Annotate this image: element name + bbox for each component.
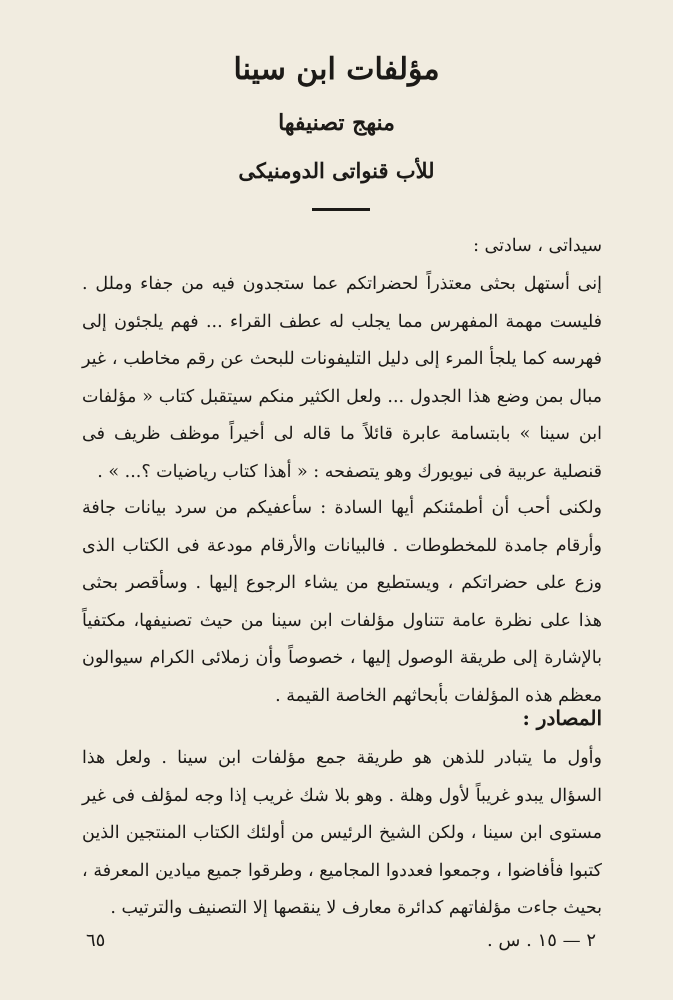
paragraph-1: إنى أستهل بحثى معتذراً لحضراتكم عما ستجدون فيه من جفاء وملل . فليست مهمة المفهرس مما يجلب له عطف القراء ... فهم يلجئون إلى فهرسه كما يلجأ المرء إلى دليل التليفونات للبحث عن رقم مخاطب ، غير مبال بمن وضع هذا الجدول ... ولعل الكثير منكم سيتقبل كتاب « مؤلفات ابن سينا » بابتسامة عابرة قائلاً ما قاله لى أخيراً موظف ظريف فى قنصلية عربية فى نيويورك وهو يتصفحه : « أهذا كتاب رياضيات ؟... » . (82, 274, 602, 482)
signature-mark: ٢ — ١٥ . س . (486, 930, 596, 951)
section-heading: المصادر : (522, 706, 602, 730)
page-title: مؤلفات ابن سينا (233, 52, 440, 87)
salutation: سيداتى ، سادتى : (473, 236, 602, 256)
page-subtitle: منهج تصنيفها (278, 110, 395, 136)
paragraph-2: ولكنى أحب أن أطمئنكم أيها السادة : سأعفيكم من سرد بيانات جافة وأرقام جامدة للمخطوطات . فالبيانات والأرقام مودعة فى الكتاب الذى وزع على حضراتكم ، ويستطيع من يشاء الرجوع إليها . وسأقصر بحثى هذا على نظرة عامة تتناول مؤلفات ابن سينا من حيث تصنيفها، مكتفياً بالإشارة إلى طريقة الوصول إليها ، خصوصاً وأن زملائى الكرام سيوالون معظم هذه المؤلفات بأبحاثهم الخاصة القيمة . (82, 498, 602, 706)
author-line: للأب قنواتى الدومنيكى (238, 158, 435, 183)
title-divider (312, 208, 370, 211)
page-number: ٦٥ (86, 930, 106, 951)
section-paragraph: وأول ما يتبادر للذهن هو طريقة جمع مؤلفات ابن سينا . ولعل هذا السؤال يبدو غريباً لأول وهلة . وهو بلا شك غريب إذا وجه لمؤلف فى غير مستوى ابن سينا ، ولكن الشيخ الرئيس من أولئك الكتاب المنتجين الذين كتبوا فأفاضوا ، وجمعوا فعددوا المجاميع ، وطرقوا جميع ميادين المعرفة ، بحيث جاءت مؤلفاتهم كدائرة معارف لا ينقصها إلا التصنيف والترتيب . (82, 748, 602, 918)
